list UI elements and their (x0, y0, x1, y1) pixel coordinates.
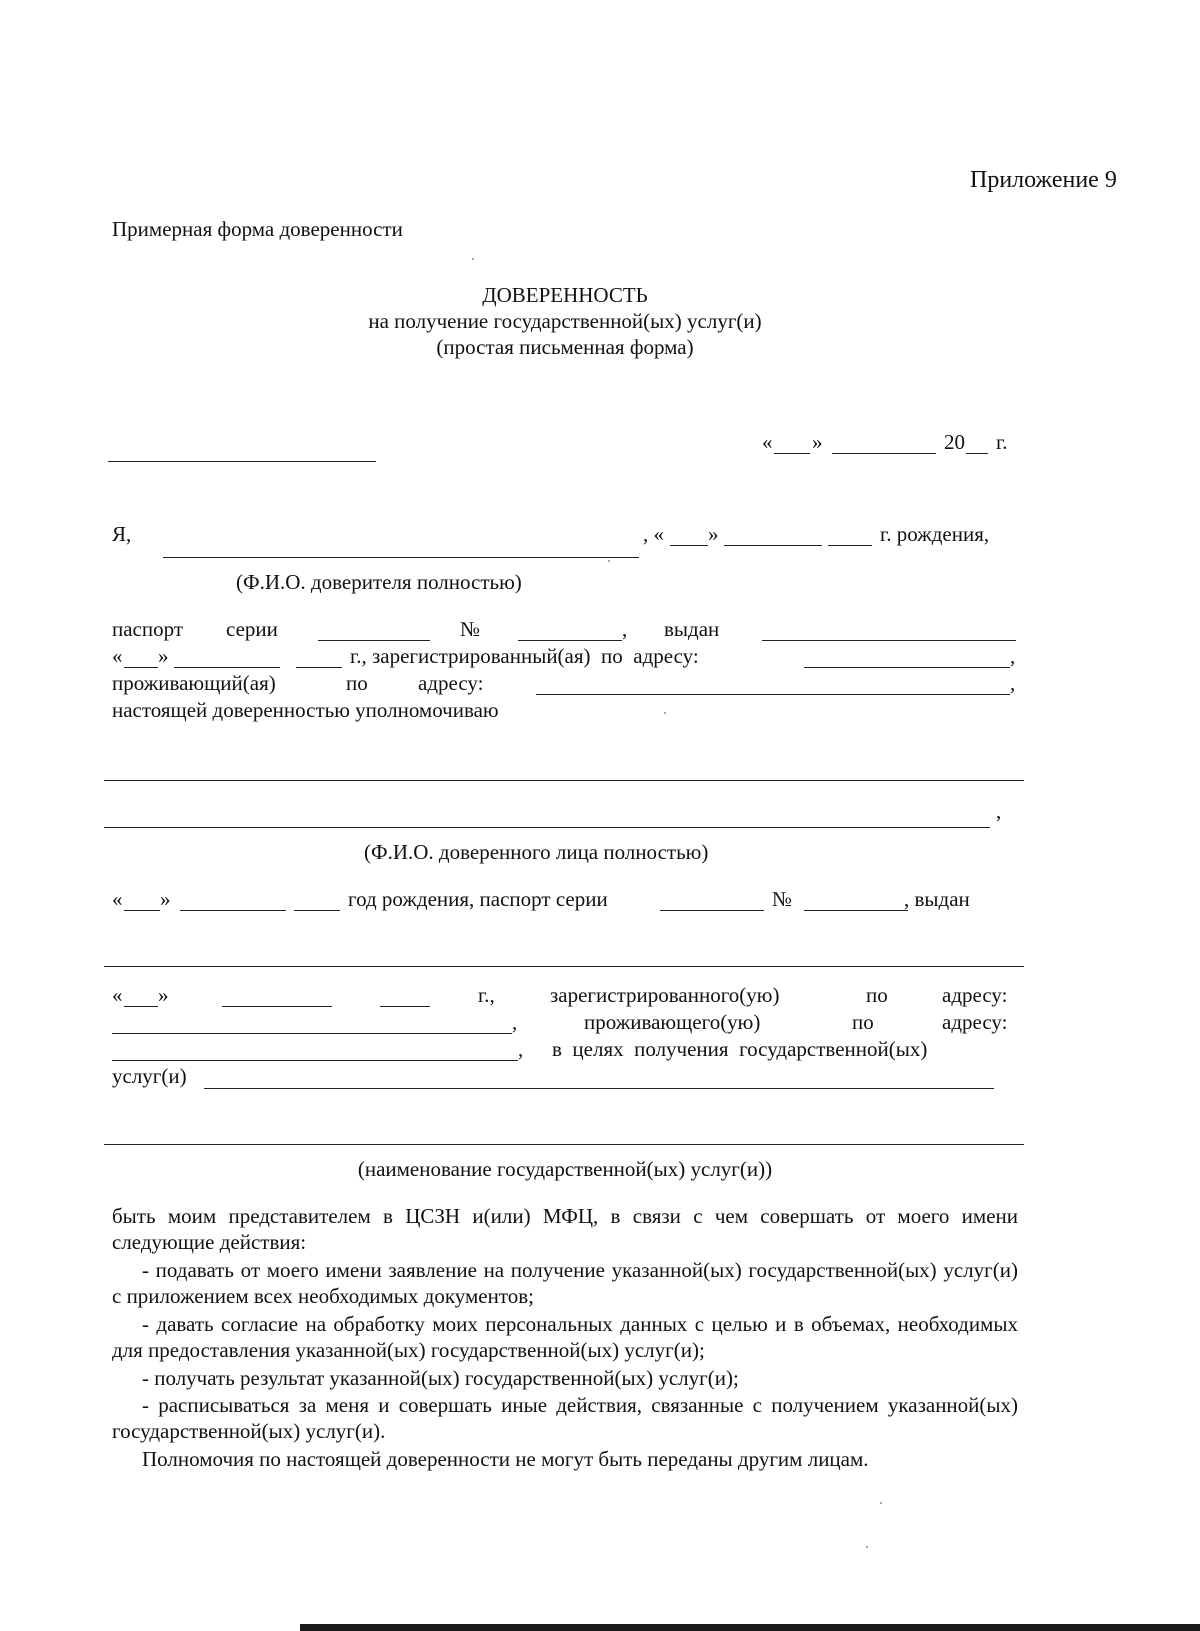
authorize-text: настоящей доверенностью уполномочиваю (112, 698, 499, 722)
agent-birth-open-quote: « (112, 887, 123, 911)
principal-pronoun: Я, (112, 522, 132, 546)
registered-address-blank[interactable] (804, 667, 1010, 668)
passport-registered-label: г., зарегистрированный(ая) по адресу: (350, 644, 699, 668)
document-form-type: (простая письменная форма) (436, 335, 694, 359)
agent-name-blank-1[interactable] (104, 780, 1024, 781)
agent-name-comma: , (996, 799, 1002, 823)
agent-passport-number-sign: № (772, 887, 793, 911)
principal-birth-month-blank[interactable] (724, 545, 822, 546)
agent-passport-series-blank[interactable] (660, 910, 764, 911)
document-title: ДОВЕРЕННОСТЬ (482, 283, 648, 307)
principal-birth-year-blank[interactable] (828, 545, 872, 546)
agent-issued-blank[interactable] (104, 966, 1024, 967)
place-blank[interactable] (108, 461, 376, 462)
passport-date-close-quote: » (158, 644, 169, 668)
scan-speck (472, 258, 474, 260)
date-close-quote: » (812, 430, 823, 454)
passport-date-open-quote: « (112, 644, 123, 668)
appendix-label: Приложение 9 (970, 167, 1117, 193)
agent-registered-label: зарегистрированного(ую) (550, 983, 780, 1007)
body-closing: Полномочия по настоящей доверенности не могут быть переданы другим лицам. (142, 1447, 869, 1471)
principal-birth-label: г. рождения, (880, 522, 990, 546)
body-item-1: - подавать от моего имени заявление на получение указанной(ых) государственной(ых) услуг(и) с приложением всех необходимых документов; (112, 1258, 1018, 1308)
agent-date-year-label: г., (478, 983, 495, 1007)
passport-issued-blank[interactable] (762, 640, 1016, 641)
passport-date-year-blank[interactable] (296, 667, 342, 668)
passport-comma: , (622, 617, 628, 641)
services-label: услуг(и) (112, 1064, 187, 1088)
agent-residing-address-label: адресу: (942, 1010, 1008, 1034)
scan-speck (866, 1546, 868, 1548)
residing-address-label: адресу: (418, 671, 484, 695)
agent-residing-label: проживающего(ую) (584, 1010, 761, 1034)
agent-issued-label: , выдан (904, 887, 970, 911)
passport-date-month-blank[interactable] (174, 667, 280, 668)
passport-number-blank[interactable] (518, 640, 622, 641)
body-intro: быть моим представителем в ЦСЗН и(или) МФЦ, в связи с чем совершать от моего имени следующие действия: (112, 1204, 1018, 1254)
agent-date-close-quote: » (158, 983, 169, 1007)
scan-speck (880, 1502, 882, 1504)
agent-date-year-blank[interactable] (380, 1006, 430, 1007)
principal-birth-day-blank[interactable] (670, 545, 708, 546)
body-item-2: - давать согласие на обработку моих персональных данных с целью и в объемах, необходимых для предоставления указанной(ых) государственной(ых) услуг(и); (112, 1312, 1018, 1362)
principal-caption: (Ф.И.О. доверителя полностью) (236, 570, 522, 594)
agent-date-day-blank[interactable] (124, 1006, 158, 1007)
agent-purpose-label: в целях получения государственной(ых) (552, 1037, 928, 1061)
scan-speck (664, 712, 666, 714)
residing-label: проживающий(ая) (112, 671, 276, 695)
agent-date-open-quote: « (112, 983, 123, 1007)
form-label: Примерная форма доверенности (112, 217, 403, 241)
agent-registered-at-label: по (866, 983, 888, 1007)
agent-passport-number-blank[interactable] (804, 910, 908, 911)
date-year-suffix: г. (996, 430, 1008, 454)
agent-birth-year-blank[interactable] (294, 910, 340, 911)
agent-registered-address-label: адресу: (942, 983, 1008, 1007)
agent-registered-address-blank[interactable] (112, 1033, 512, 1034)
residing-address-blank[interactable] (536, 694, 1010, 695)
date-year-prefix: 20 (944, 430, 965, 454)
scan-speck (608, 560, 610, 562)
date-open-quote: « (762, 430, 773, 454)
agent-residing-address-comma: , (518, 1037, 524, 1061)
agent-caption: (Ф.И.О. доверенного лица полностью) (364, 840, 709, 864)
date-year-blank[interactable] (966, 453, 988, 454)
passport-series-label: серии (226, 617, 278, 641)
agent-date-month-blank[interactable] (222, 1006, 332, 1007)
service-caption: (наименование государственной(ых) услуг(и)) (357, 1157, 773, 1181)
agent-birth-month-blank[interactable] (180, 910, 286, 911)
residing-at-label: по (346, 671, 368, 695)
services-blank-2[interactable] (104, 1144, 1024, 1145)
agent-registered-address-comma: , (512, 1010, 518, 1034)
passport-issued-label: выдан (664, 617, 720, 641)
body-item-3: - получать результат указанной(ых) государственной(ых) услуг(и); (142, 1366, 739, 1390)
date-day-blank[interactable] (774, 453, 810, 454)
agent-name-blank-2[interactable] (104, 827, 990, 828)
principal-name-blank[interactable] (163, 557, 639, 558)
passport-series-blank[interactable] (318, 640, 430, 641)
scan-edge-band (300, 1624, 1200, 1631)
passport-date-day-blank[interactable] (124, 667, 158, 668)
registered-address-comma: , (1010, 644, 1016, 668)
agent-birth-day-blank[interactable] (124, 910, 160, 911)
agent-birth-passport-label: год рождения, паспорт серии (348, 887, 608, 911)
services-blank-1[interactable] (204, 1088, 994, 1089)
document-subtitle: на получение государственной(ых) услуг(и) (368, 309, 762, 333)
passport-number-sign: № (460, 617, 481, 641)
principal-close-quote: » (708, 522, 719, 546)
passport-label: паспорт (112, 617, 184, 641)
agent-residing-at-label: по (852, 1010, 874, 1034)
agent-residing-address-blank[interactable] (112, 1060, 518, 1061)
principal-comma-quote: , « (643, 522, 664, 546)
residing-address-comma: , (1010, 671, 1016, 695)
date-month-blank[interactable] (832, 453, 936, 454)
body-item-4: - расписываться за меня и совершать иные действия, связанные с получением указанной(ых) государственной(ых) услуг(и). (112, 1393, 1018, 1443)
agent-birth-close-quote: » (160, 887, 171, 911)
